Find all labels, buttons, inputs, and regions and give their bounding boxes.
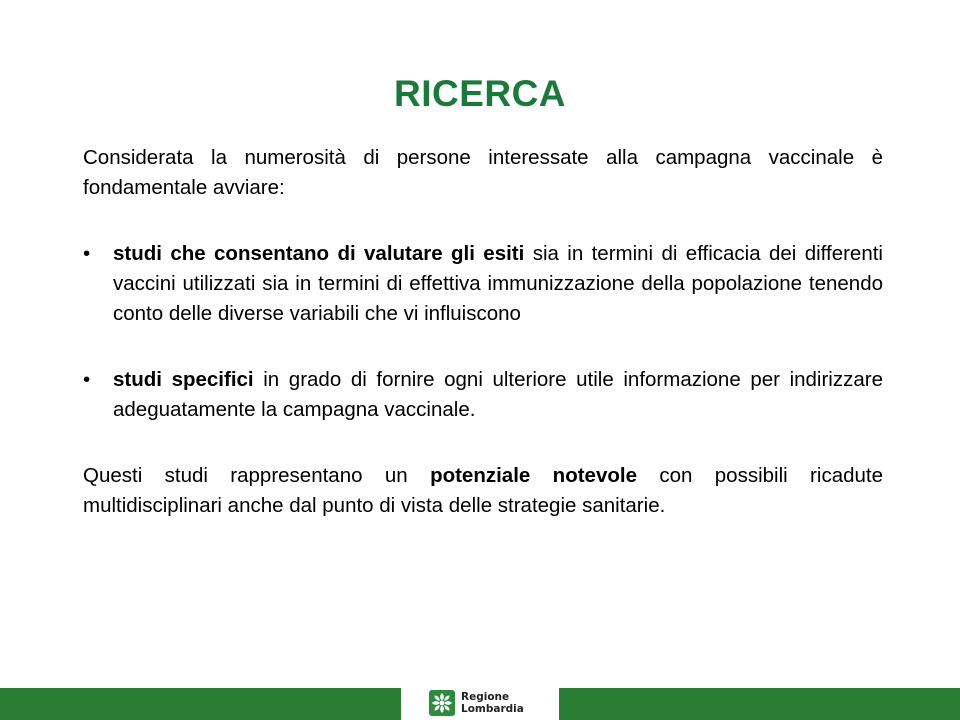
logo-line-regione: Regione	[461, 691, 510, 703]
bullet-text: sia in termini di efficacia dei differenti vaccini utilizzati sia in termini di effettiva immunizzazione della popolazione tenendo conto delle diverse variabili che vi influiscono	[113, 242, 883, 325]
bullet-dot-icon: •	[83, 242, 91, 265]
bullet-bold-text: studi che consentano di valutare gli esiti	[113, 242, 525, 265]
footer-bar-right	[559, 688, 960, 720]
closing-paragraph	[83, 461, 883, 521]
bullet-dot-icon: •	[83, 368, 91, 391]
bullet-item-specific	[83, 365, 883, 425]
intro-paragraph: Considerata la numerosità di persone interessate alla campagna vaccinale è fondamentale avviare:	[83, 146, 883, 199]
logo-wordmark	[461, 691, 524, 715]
slide-title: RICERCA	[393, 72, 567, 114]
closing-bold-text: potenziale notevole	[430, 464, 637, 487]
bullet-text: in grado di fornire ogni ulteriore utile informazione per indirizzare adeguatamente la campagna vaccinale.	[113, 368, 883, 421]
bullet-list	[83, 239, 883, 425]
regione-lombardia-rose-icon	[429, 690, 455, 716]
bullet-bold-text: studi specifici	[113, 368, 254, 391]
regione-lombardia-logo	[429, 689, 524, 717]
closing-text-end: con possibili ricadute multidisciplinari anche dal punto di vista delle strategie sanitarie.	[83, 464, 883, 517]
footer-bar-left	[0, 688, 401, 720]
slide-body	[83, 143, 883, 521]
logo-line-lombardia: Lombardia	[461, 703, 524, 715]
closing-text-start: Questi studi rappresentano un	[83, 464, 431, 487]
bullet-item-outcomes	[83, 239, 883, 329]
